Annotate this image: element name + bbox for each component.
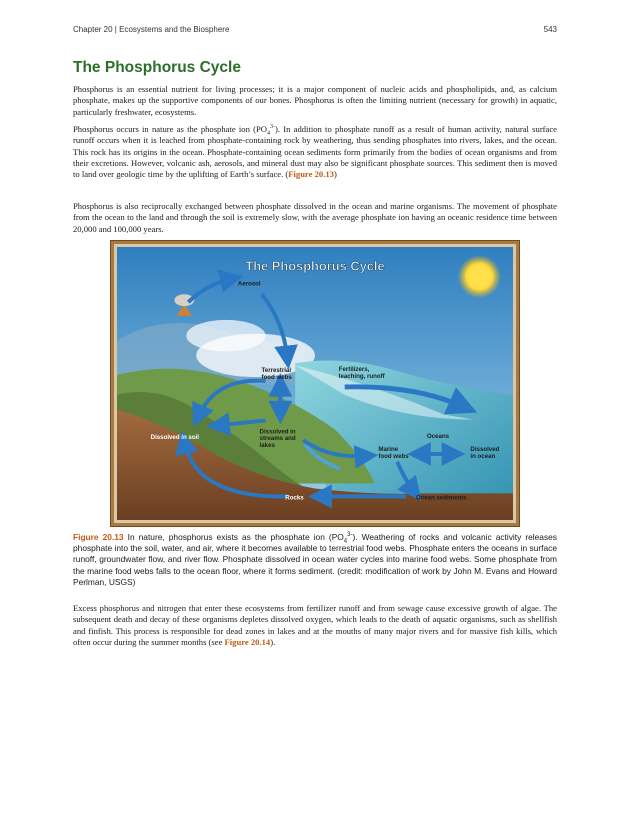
figure-caption: [73, 532, 557, 588]
figure-20-13-link[interactable]: Figure 20.13: [288, 169, 334, 180]
section-title: The Phosphorus Cycle: [73, 59, 241, 76]
figure-caption-superscript: 3-: [347, 532, 353, 539]
paragraph-1: Phosphorus is an essential nutrient for living processes; it is a major component of nucleic acids and phospholipids, and, as calcium phosphate, makes up the supportive components of our bones. Phosphorus is often the limiting nutrient (necessary for growth) in aquatic, particularly freshwater, ecosystems.: [73, 84, 557, 117]
label-oceans: Oceans: [426, 433, 449, 441]
label-streams-3: lakes: [259, 442, 275, 450]
figure-caption-label: Figure 20.13: [73, 532, 124, 542]
label-aerosol: Aerosol: [237, 280, 261, 288]
paragraph-2: [73, 124, 557, 180]
label-terrestrial-2: food webs: [261, 374, 292, 382]
label-streams-1: Dissolved in: [259, 428, 296, 436]
label-ocean-sediments: Ocean sediments: [415, 494, 467, 502]
figure-title: The Phosphorus Cycle: [245, 258, 385, 274]
label-terrestrial-1: Terrestrial: [261, 367, 292, 375]
paragraph-2-text-a: Phosphorus occurs in nature as the phosphate ion (PO: [73, 124, 267, 134]
figure-caption-text-a: In nature, phosphorus exists as the phosphate ion (PO: [123, 532, 344, 542]
label-dissolved-ocean-1: Dissolved: [470, 446, 500, 454]
paragraph-2-text-b: ). In addition to phosphate runoff as a result of human activity, natural surface runoff occurs when it is leached from phosphate-containing rock by weathering, thus sending phosphates into rivers, lakes, and the ocean. This rock has its origins in the ocean. Phosphate-containing ocean sediments form primarily from the bodies of ocean organisms and from their excretions. However, volcanic ash, aerosols, and mineral dust may also be significant phosphate sources. This sediment then is moved to land over geologic time by the uplifting of Earth’s surface. (: [73, 124, 557, 180]
label-fertilizers-1: Fertilizers,: [338, 366, 370, 374]
paragraph-4-text-a: Excess phosphorus and nitrogen that enter these ecosystems from fertilizer runoff and from sewage cause excessive growth of algae. The subsequent death and decay of these organisms depletes dissolved oxygen, which leads to the death of aquatic organisms, such as shellfish and finfish. This process is responsible for dead zones in lakes and at the mouths of many major rivers and for massive fish kills, which often occur during the summer months (see: [73, 603, 557, 647]
paragraph-4: [73, 603, 557, 648]
cloud-2: [186, 320, 265, 352]
phosphorus-cycle-illustration: [117, 247, 513, 520]
label-marine-2: food webs: [378, 452, 409, 460]
paragraph-2-superscript: 3-: [269, 124, 275, 131]
sun-disc: [468, 266, 490, 288]
label-streams-2: streams and: [259, 435, 296, 443]
label-rocks: Rocks: [285, 494, 304, 502]
paragraph-3: Phosphorus is also reciprocally exchanged between phosphate dissolved in the ocean and marine organisms. The movement of phosphate from the ocean to the land and through the soil is extremely slow, with the average phosphate ion having an oceanic residence time between 20,000 and 100,000 years.: [73, 201, 557, 234]
figure-20-14-link[interactable]: Figure 20.14: [224, 636, 271, 647]
phosphorus-cycle-figure: [111, 241, 519, 526]
running-header-chapter: Chapter 20 | Ecosystems and the Biosphere: [73, 25, 230, 34]
label-fertilizers-2: leaching, runoff: [338, 373, 385, 381]
paragraph-4-text-b: ).: [270, 636, 276, 647]
paragraph-2-text-c: ): [333, 169, 337, 180]
figure-caption-text-b: ). Weathering of rocks and volcanic activity releases phosphate into the soil, water, and air, where it becomes available to terrestrial food webs. Phosphate enters the oceans in surface runoff, groundwater flow, and river flow. Phosphate dissolved in ocean water cycles into marine food webs. Some phosphate from the marine food webs falls to the ocean floor, where it forms sediment. (credit: modification of work by John M. Evans and Howard Perlman, USGS): [73, 532, 557, 587]
figure-caption-subscript: 4: [343, 538, 348, 545]
label-dissolved-ocean-2: in ocean: [470, 452, 496, 460]
paragraph-2-subscript: 4: [266, 130, 270, 137]
page-number: 543: [543, 25, 557, 34]
label-dissolved-soil: Dissolved in soil: [150, 434, 199, 442]
label-marine-1: Marine: [378, 446, 399, 454]
